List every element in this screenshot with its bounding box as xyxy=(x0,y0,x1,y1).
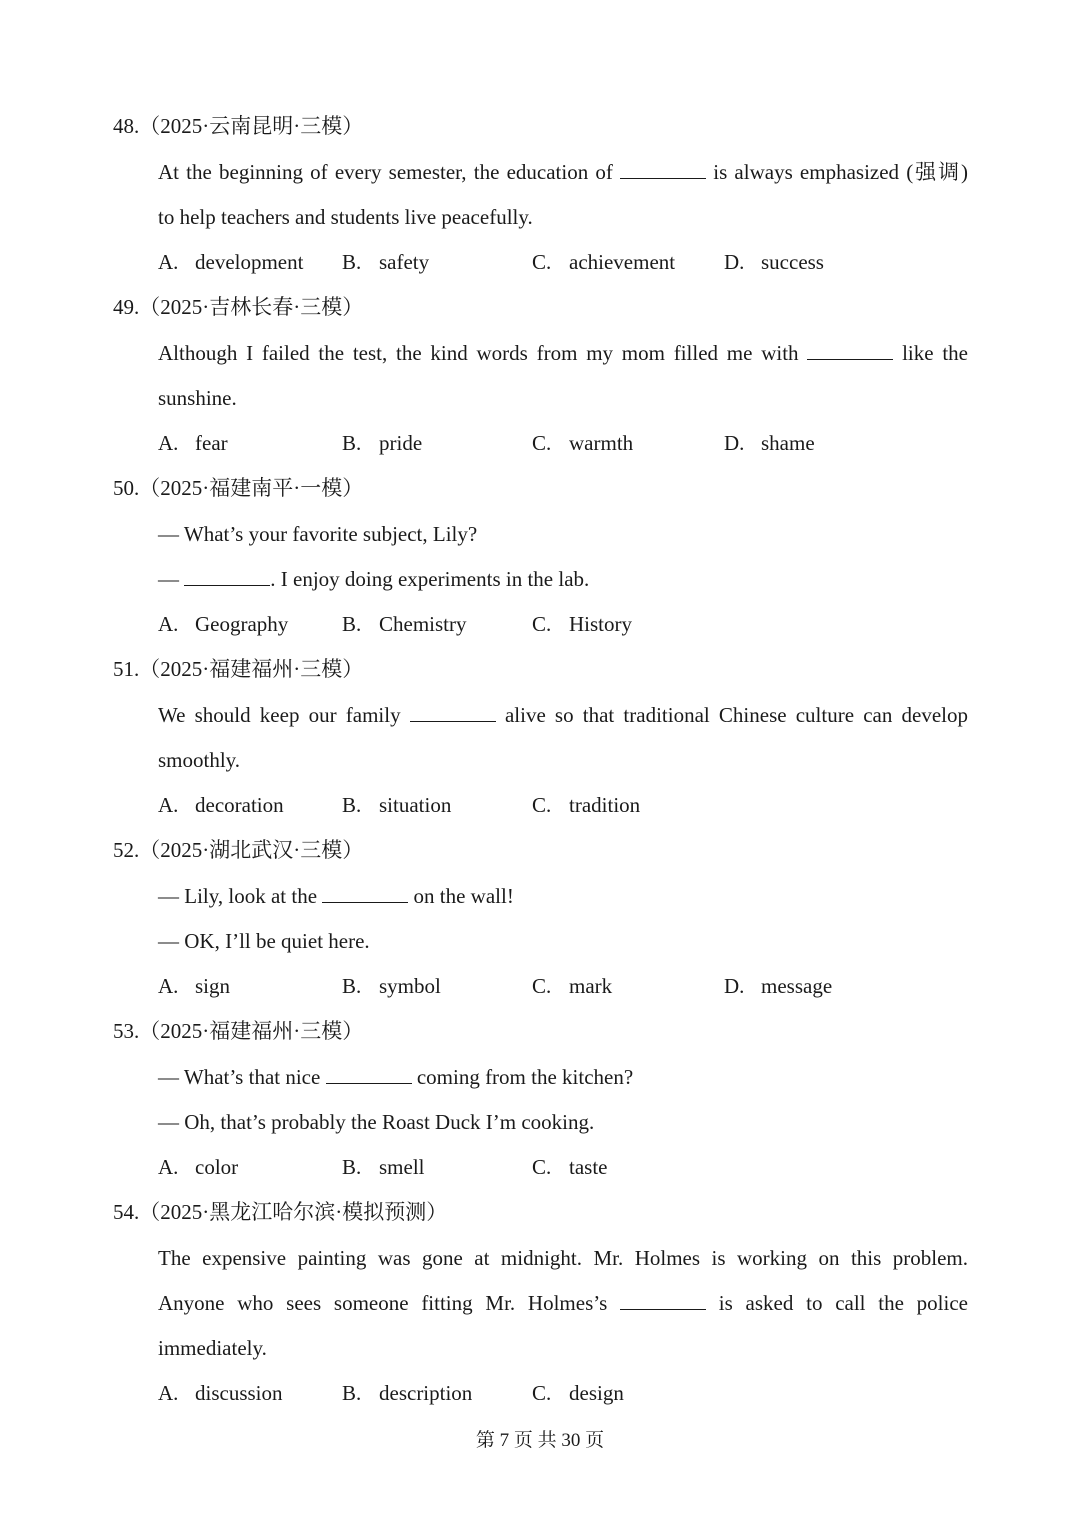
option-a[interactable]: A. Geography xyxy=(158,612,289,636)
stem-text: coming from the kitchen? xyxy=(411,1065,634,1089)
answer-blank xyxy=(620,1289,706,1310)
stem-text: alive so that traditional Chinese culture can develop xyxy=(495,703,969,727)
option-a[interactable]: A. development xyxy=(158,250,304,274)
option-b[interactable]: B. situation xyxy=(342,793,452,817)
question-number: 52. xyxy=(113,838,140,862)
stem-text: smoothly. xyxy=(158,748,241,772)
option-d[interactable]: D. shame xyxy=(724,431,815,455)
question-stem-line xyxy=(158,1288,968,1318)
stem-text: We should keep our family xyxy=(158,703,410,727)
question-header xyxy=(113,1016,363,1046)
question-number: 54. xyxy=(113,1200,140,1224)
stem-text: — OK, I’ll be quiet here. xyxy=(158,929,370,953)
question-number: 51. xyxy=(113,657,140,681)
question-header xyxy=(113,111,363,141)
question-stem-line xyxy=(158,157,968,187)
question-header xyxy=(113,473,363,503)
question-stem-line xyxy=(158,1062,968,1092)
stem-text: to help teachers and students live peacefully. xyxy=(158,205,533,229)
option-b[interactable]: B. symbol xyxy=(342,974,441,998)
stem-text: sunshine. xyxy=(158,386,237,410)
option-d[interactable]: D. success xyxy=(724,250,824,274)
option-c[interactable]: C. mark xyxy=(532,974,613,998)
stem-text: . I enjoy doing experiments in the lab. xyxy=(270,567,590,591)
question-stem-line xyxy=(158,745,968,775)
question-header xyxy=(113,1197,447,1227)
question-source: （2025·湖北武汉·三模） xyxy=(139,838,364,862)
answer-blank xyxy=(326,1063,412,1084)
option-c[interactable]: C. tradition xyxy=(532,793,641,817)
stem-text: At the beginning of every semester, the education of xyxy=(158,160,621,184)
question-source: （2025·吉林长春·三模） xyxy=(139,295,364,319)
question-header xyxy=(113,292,363,322)
option-b[interactable]: B. pride xyxy=(342,431,423,455)
answer-blank xyxy=(410,701,496,722)
question-stem-line xyxy=(158,1107,968,1137)
stem-text: — What’s your favorite subject, Lily? xyxy=(158,522,478,546)
option-a[interactable]: A. discussion xyxy=(158,1381,283,1405)
answer-blank xyxy=(620,158,706,179)
question-stem-line xyxy=(158,519,968,549)
question-stem-line xyxy=(158,1243,968,1273)
option-b[interactable]: B. Chemistry xyxy=(342,612,467,636)
question-source: （2025·福建福州·三模） xyxy=(139,657,364,681)
stem-text: Anyone who sees someone fitting Mr. Holmes’s xyxy=(158,1291,621,1315)
question-source: （2025·福建福州·三模） xyxy=(139,1019,364,1043)
answer-blank xyxy=(184,565,270,586)
question-header xyxy=(113,654,363,684)
question-number: 50. xyxy=(113,476,140,500)
question-stem-line xyxy=(158,926,968,956)
option-a[interactable]: A. decoration xyxy=(158,793,284,817)
stem-text: — Oh, that’s probably the Roast Duck I’m cooking. xyxy=(158,1110,595,1134)
option-a[interactable]: A. sign xyxy=(158,974,231,998)
answer-blank xyxy=(807,339,893,360)
option-b[interactable]: B. description xyxy=(342,1381,473,1405)
stem-text: The expensive painting was gone at midnight. Mr. Holmes is working on this problem. xyxy=(158,1246,968,1270)
option-c[interactable]: C. design xyxy=(532,1381,624,1405)
question-stem-line xyxy=(158,1333,968,1363)
page-footer xyxy=(0,1428,1080,1454)
option-a[interactable]: A. fear xyxy=(158,431,228,455)
question-source: （2025·黑龙江哈尔滨·模拟预测） xyxy=(139,1200,448,1224)
answer-blank xyxy=(322,882,408,903)
option-c[interactable]: C. achievement xyxy=(532,250,676,274)
option-a[interactable]: A. color xyxy=(158,1155,239,1179)
stem-text: immediately. xyxy=(158,1336,267,1360)
option-d[interactable]: D. message xyxy=(724,974,833,998)
option-c[interactable]: C. warmth xyxy=(532,431,634,455)
stem-text: Although I failed the test, the kind words from my mom filled me with xyxy=(158,341,808,365)
option-c[interactable]: C. taste xyxy=(532,1155,608,1179)
stem-text: like the xyxy=(893,341,968,365)
stem-text: — xyxy=(158,567,185,591)
question-stem-line xyxy=(158,338,968,368)
stem-text: — What’s that nice xyxy=(158,1065,326,1089)
question-source: （2025·云南昆明·三模） xyxy=(139,114,364,138)
stem-text: is asked to call the police xyxy=(706,1291,968,1315)
question-stem-line xyxy=(158,700,968,730)
option-b[interactable]: B. safety xyxy=(342,250,430,274)
question-header xyxy=(113,835,363,865)
option-c[interactable]: C. History xyxy=(532,612,632,636)
question-stem-line xyxy=(158,564,968,594)
question-stem-line xyxy=(158,881,968,911)
question-number: 53. xyxy=(113,1019,140,1043)
option-b[interactable]: B. smell xyxy=(342,1155,425,1179)
question-source: （2025·福建南平·一模） xyxy=(139,476,364,500)
question-stem-line xyxy=(158,383,968,413)
stem-text: on the wall! xyxy=(408,884,514,908)
page-number: 第 7 页 共 30 页 xyxy=(475,1430,605,1451)
stem-text: is always emphasized (强调) xyxy=(706,160,969,184)
stem-text: — Lily, look at the xyxy=(158,884,323,908)
question-number: 48. xyxy=(113,114,140,138)
question-stem-line xyxy=(158,202,968,232)
question-number: 49. xyxy=(113,295,140,319)
